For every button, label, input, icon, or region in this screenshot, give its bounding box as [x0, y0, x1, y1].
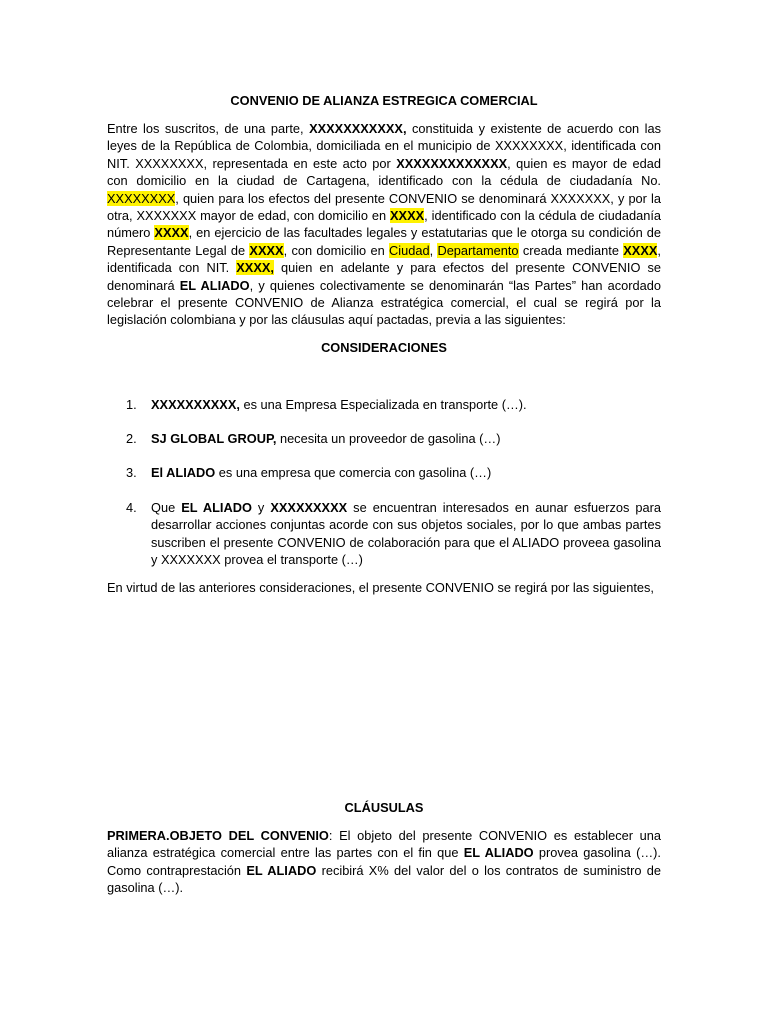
text-run: se encuentran interesados en aunar esfuerzos para desarrollar acciones conjuntas acorde con sus objetos sociales, por lo que ambas partes suscriben el presente CONVENIO de colaboración para que el ALIADO proveea gasolina y XXXXXXX provea el transporte (…): [151, 500, 661, 568]
bold-text: XXXXXXXXXX,: [151, 397, 240, 412]
document-title: CONVENIO DE ALIANZA ESTREGICA COMERCIAL: [230, 93, 538, 108]
consideration-number: 4.: [126, 500, 137, 515]
highlighted-placeholder: Departamento: [437, 242, 519, 258]
highlighted-placeholder: XXXX: [390, 208, 425, 224]
text-run: , identificado con la cédula de ciudadanía número: [107, 208, 661, 241]
text-run: , quien es mayor de edad con domicilio en la ciudad de Cartagena, identificado con la cédula de ciudadanía No.: [107, 155, 661, 189]
consideration-item-2: [128, 430, 661, 447]
clause-primera: [107, 827, 661, 897]
text-run: , con domicilio en: [283, 242, 390, 258]
text-run: es una Empresa Especializada en transporte (…).: [239, 397, 527, 412]
text-run: , en ejercicio de las facultades legales y estatutarias que le otorga su condición de Representante Legal de: [107, 225, 662, 258]
bold-text: XXXXXXXXX: [270, 500, 348, 515]
consideration-number: 3.: [126, 465, 137, 480]
bold-text: EL ALIADO: [179, 277, 250, 293]
text-run: constituida y existente de acuerdo con las leyes de la República de Colombia, domiciliada en el municipio de XXXXXXXX, identificada con NIT. XXXXXXXX, representada en este acto por: [107, 121, 661, 171]
highlighted-placeholder: Ciudad: [389, 242, 430, 258]
text-run: necesita un proveedor de gasolina (…): [276, 431, 501, 446]
text-run: y: [251, 500, 271, 515]
considerations-heading: CONSIDERACIONES: [321, 340, 447, 355]
highlighted-placeholder: XXXX: [623, 242, 658, 258]
text-run: , quien para los efectos del presente CONVENIO se denominará XXXXXXX, y por la otra, XXXXXXX mayor de edad, con domicilio en: [107, 190, 661, 224]
text-run: provea gasolina (…). Como contraprestación: [107, 845, 661, 878]
highlighted-placeholder: XXXX: [154, 225, 189, 241]
text-run: quien en adelante y para efectos del presente CONVENIO se denominará: [107, 260, 661, 293]
highlighted-placeholder: XXXX: [249, 242, 284, 258]
consideration-text: [151, 430, 661, 447]
text-run: Que: [151, 500, 182, 515]
closing-paragraph: En virtud de las anteriores consideraciones, el presente CONVENIO se regirá por las siguientes,: [107, 580, 654, 595]
highlighted-placeholder: XXXX,: [236, 260, 274, 276]
consideration-text: [151, 396, 661, 413]
bold-text: PRIMERA.OBJETO DEL CONVENIO: [107, 828, 329, 843]
consideration-item-3: [128, 464, 661, 481]
bold-text: EL ALIADO: [246, 862, 317, 878]
text-run: recibirá X% del valor del o los contratos de suministro de gasolina (…).: [107, 862, 662, 896]
highlighted-placeholder: XXXXXXXX: [107, 190, 176, 206]
bold-text: SJ GLOBAL GROUP,: [151, 431, 277, 446]
consideration-item-4: [128, 499, 661, 569]
intro-paragraph: [107, 120, 661, 329]
bold-text: XXXXXXXXXXX,: [309, 121, 407, 136]
clauses-heading: CLÁUSULAS: [344, 800, 424, 815]
bold-text: EL ALIADO: [181, 500, 252, 515]
consideration-number: 2.: [126, 431, 137, 446]
text-run: Entre los suscritos, de una parte,: [107, 121, 310, 136]
text-run: es una empresa que comercia con gasolina (…): [215, 465, 492, 480]
consideration-number: 1.: [126, 397, 137, 412]
bold-text: XXXXXXXXXXXXX: [396, 155, 508, 171]
consideration-text: [151, 464, 661, 481]
bold-text: EL ALIADO: [463, 845, 534, 861]
text-run: : El objeto del presente CONVENIO es establecer una alianza estratégica comercial entre las partes con el fin que: [107, 828, 661, 861]
consideration-text: [151, 499, 661, 569]
consideration-item-1: [128, 396, 661, 413]
text-run: ,: [429, 242, 438, 258]
bold-text: El ALIADO: [151, 465, 216, 480]
text-run: , y quienes colectivamente se denominarán “las Partes” han acordado celebrar el presente CONVENIO de Alianza estratégica comercial, el cual se regirá por la legislación colombiana y por las cláusulas aquí pactadas, previa a las siguientes:: [107, 277, 661, 328]
text-run: creada mediante: [518, 242, 624, 258]
text-run: , identificada con NIT.: [107, 242, 661, 276]
